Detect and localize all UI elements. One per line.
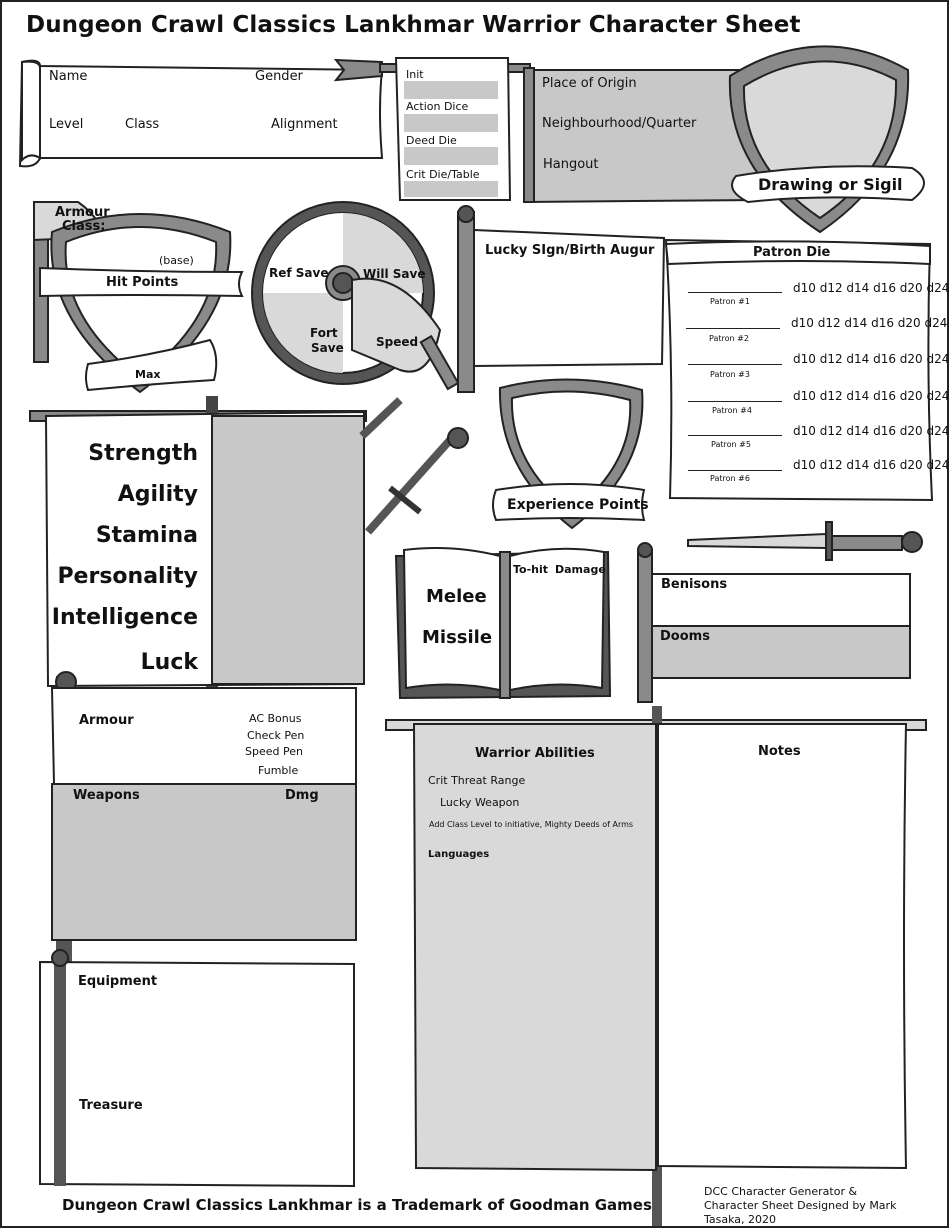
place-of-origin-label: Place of Origin bbox=[542, 76, 637, 91]
gender-label: Gender bbox=[255, 69, 303, 84]
dooms-label: Dooms bbox=[660, 629, 710, 644]
attr-strength: Strength bbox=[88, 441, 198, 466]
patron-row-6: Patron #6 bbox=[710, 474, 750, 483]
notes-title: Notes bbox=[758, 744, 801, 759]
lucky-weapon-label: Lucky Weapon bbox=[440, 796, 520, 809]
credit-footer: DCC Character Generator & Character Sheet Designed by Mark Tasaka, 2020 bbox=[704, 1185, 897, 1226]
armour-class-label-1: Armour bbox=[55, 205, 110, 220]
patron-dice-2: d10 d12 d14 d16 d20 d24 bbox=[791, 316, 948, 330]
patron-row-5: Patron #5 bbox=[711, 440, 751, 449]
attr-personality: Personality bbox=[57, 564, 198, 589]
patron-dice-6: d10 d12 d14 d16 d20 d24 bbox=[793, 458, 950, 472]
alignment-label: Alignment bbox=[271, 117, 338, 132]
warrior-abilities-title: Warrior Abilities bbox=[475, 746, 595, 761]
class-level-note: Add Class Level to initiative, Mighty Deeds of Arms bbox=[429, 820, 634, 829]
attr-stamina: Stamina bbox=[95, 523, 198, 548]
patron-dice-3: d10 d12 d14 d16 d20 d24 bbox=[793, 352, 950, 366]
sword-diagonal bbox=[362, 400, 468, 532]
fumble-label: Fumble bbox=[258, 764, 299, 777]
speed-pen-label: Speed Pen bbox=[245, 745, 303, 758]
neighbourhood-label: Neighbourhood/Quarter bbox=[542, 116, 697, 131]
patron-row-2: Patron #2 bbox=[709, 334, 749, 343]
max-label: Max bbox=[135, 368, 161, 381]
attribute-banner bbox=[30, 396, 366, 714]
lucky-sign-scroll bbox=[458, 206, 664, 392]
armour-class-label-2: Class: bbox=[62, 219, 106, 234]
attr-luck: Luck bbox=[140, 650, 198, 675]
init-label: Init bbox=[406, 68, 424, 81]
lucky-sign-label: Lucky SIgn/Birth Augur bbox=[485, 243, 655, 258]
will-save-label: Will Save bbox=[363, 267, 426, 281]
class-label: Class bbox=[125, 117, 160, 132]
dagger-right bbox=[688, 522, 922, 560]
sigil-label: Drawing or Sigil bbox=[758, 175, 903, 194]
ref-save-label: Ref Save bbox=[269, 266, 329, 280]
patron-dice-5: d10 d12 d14 d16 d20 d24 bbox=[793, 424, 950, 438]
damage-label: Damage bbox=[555, 563, 606, 576]
weapons-label: Weapons bbox=[73, 788, 140, 803]
patron-row-1: Patron #1 bbox=[710, 297, 750, 306]
attr-agility: Agility bbox=[117, 482, 198, 507]
sigil-shield bbox=[730, 46, 924, 232]
hangout-label: Hangout bbox=[543, 157, 599, 172]
page-title: Dungeon Crawl Classics Lankhmar Warrior Character Sheet bbox=[26, 12, 801, 38]
patron-dice-4: d10 d12 d14 d16 d20 d24 bbox=[793, 389, 950, 403]
attr-intelligence: Intelligence bbox=[51, 605, 198, 630]
benisons-scroll bbox=[638, 543, 910, 702]
languages-label: Languages bbox=[428, 849, 490, 860]
equipment-label: Equipment bbox=[78, 974, 158, 989]
base-label: (base) bbox=[159, 254, 194, 267]
weapons-dmg-label: Dmg bbox=[285, 788, 319, 803]
tohit-label: To-hit bbox=[513, 563, 549, 576]
fort-save-label-1: Fort bbox=[310, 326, 338, 340]
crit-threat-label: Crit Threat Range bbox=[428, 774, 526, 787]
ac-bonus-label: AC Bonus bbox=[249, 712, 302, 725]
action-dice-label: Action Dice bbox=[406, 100, 469, 113]
patron-dice-1: d10 d12 d14 d16 d20 d24 bbox=[793, 281, 950, 295]
missile-label: Missile bbox=[422, 627, 493, 648]
treasure-label: Treasure bbox=[79, 1098, 143, 1113]
saves-shield bbox=[252, 202, 458, 389]
name-label: Name bbox=[49, 69, 88, 84]
hit-points-label: Hit Points bbox=[106, 275, 179, 290]
armour-label: Armour bbox=[79, 713, 134, 728]
benisons-label: Benisons bbox=[661, 577, 728, 592]
patron-row-4: Patron #4 bbox=[712, 406, 752, 415]
check-pen-label: Check Pen bbox=[247, 729, 305, 742]
trademark-footer: Dungeon Crawl Classics Lankhmar is a Trademark of Goodman Games bbox=[62, 1196, 652, 1214]
level-label: Level bbox=[49, 117, 84, 132]
patron-die-title: Patron Die bbox=[753, 245, 831, 260]
speed-label: Speed bbox=[376, 335, 419, 349]
experience-label: Experience Points bbox=[507, 497, 649, 513]
crit-die-label: Crit Die/Table bbox=[406, 168, 480, 181]
melee-label: Melee bbox=[426, 586, 487, 607]
deed-die-label: Deed Die bbox=[406, 134, 457, 147]
ac-shield bbox=[40, 214, 242, 392]
fort-save-label-2: Save bbox=[311, 341, 344, 355]
patron-row-3: Patron #3 bbox=[710, 370, 750, 379]
